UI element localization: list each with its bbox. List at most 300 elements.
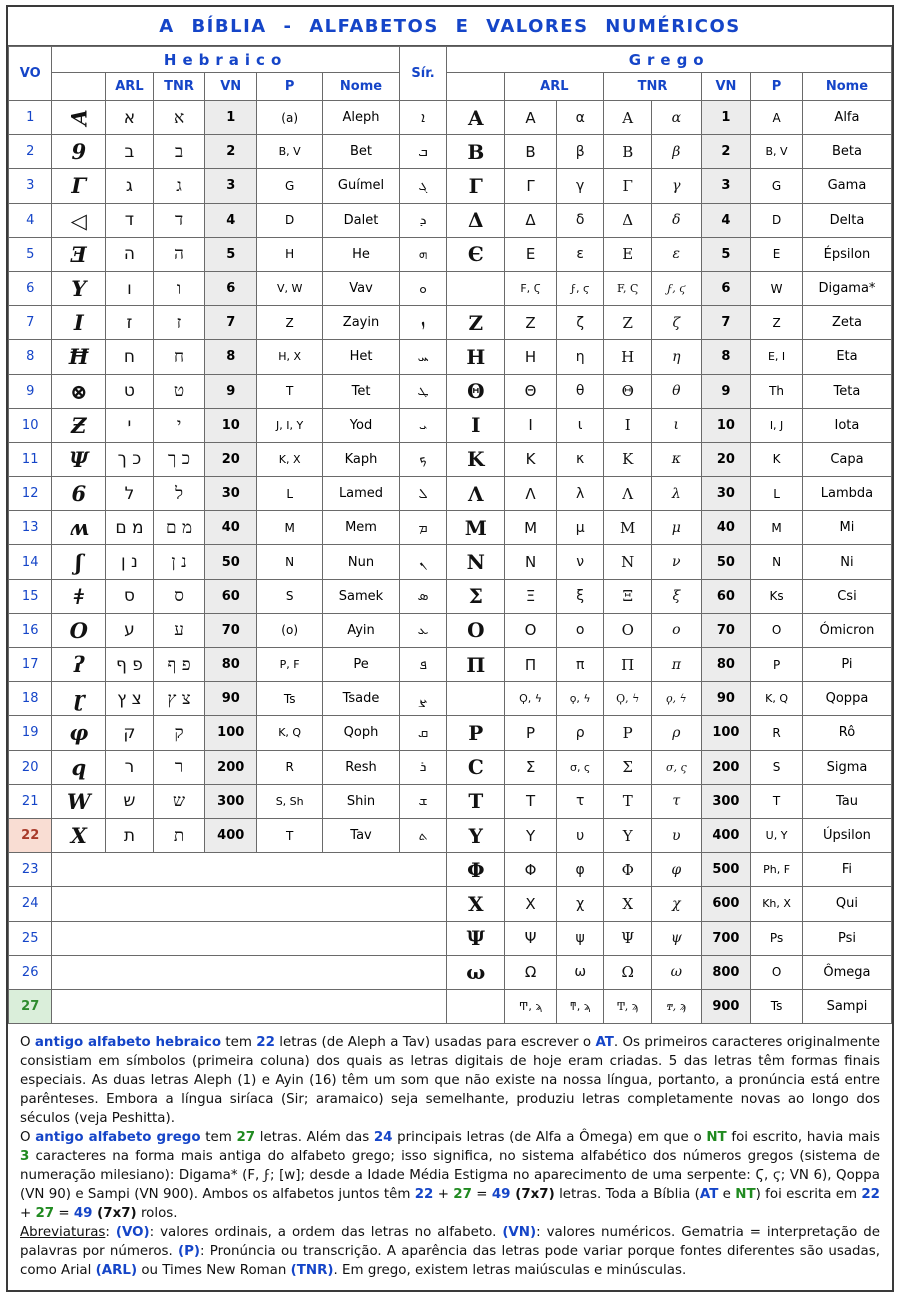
greek-tnr-lower-cell: α: [652, 101, 702, 135]
hebrew-name-cell: Bet: [323, 135, 400, 169]
table-row: [9, 442, 892, 476]
table-row: [9, 135, 892, 169]
greek-p-cell: S: [751, 750, 803, 784]
vo-cell: 27: [9, 989, 52, 1023]
syriac-cell: ܘ: [399, 271, 447, 305]
greek-name-cell: Psi: [802, 921, 891, 955]
hebrew-tnr-cell: ש: [153, 784, 205, 818]
greek-tnr-upper-cell: Ζ: [604, 306, 652, 340]
greek-tnr-upper-cell: Κ: [604, 442, 652, 476]
greek-arl-lower-cell: υ: [556, 818, 604, 852]
greek-name-cell: Delta: [802, 203, 891, 237]
vo-cell: 11: [9, 442, 52, 476]
greek-tnr-upper-cell: Η: [604, 340, 652, 374]
hebrew-p-cell: T: [257, 818, 323, 852]
greek-vn-cell: 30: [701, 477, 751, 511]
hebrew-tnr-cell: צ ץ: [153, 682, 205, 716]
greek-ancient-cell: O: [447, 613, 505, 647]
syriac-cell: ܐ: [399, 101, 447, 135]
greek-ancient-cell: Λ: [447, 477, 505, 511]
greek-vn-cell: 300: [701, 784, 751, 818]
vo-cell: 22: [9, 818, 52, 852]
hebrew-arl-cell: ב: [106, 135, 154, 169]
hebrew-vn-cell: 3: [205, 169, 257, 203]
hebrew-vn-cell: 6: [205, 271, 257, 305]
greek-ancient-cell: T: [447, 784, 505, 818]
hebrew-ancient-cell: O: [52, 613, 106, 647]
hebrew-ancient-cell: Ħ: [52, 340, 106, 374]
greek-p-cell: K, Q: [751, 682, 803, 716]
table-row: [9, 648, 892, 682]
greek-p-cell: E, I: [751, 340, 803, 374]
greek-vn-cell: 10: [701, 408, 751, 442]
hebrew-p-cell: S: [257, 579, 323, 613]
vo-header: VO: [9, 47, 52, 101]
greek-arl-upper-cell: Ρ: [505, 716, 557, 750]
greek-p-cell: Kh, X: [751, 887, 803, 921]
hebrew-vn-cell: 80: [205, 648, 257, 682]
hebrew-name-cell: Lamed: [323, 477, 400, 511]
hebrew-vn-cell: 1: [205, 101, 257, 135]
greek-vn-cell: 20: [701, 442, 751, 476]
greek-arl-lower-cell: β: [556, 135, 604, 169]
hebrew-tnr-cell: ס: [153, 579, 205, 613]
hebrew-tnr-cell: ח: [153, 340, 205, 374]
table-row: [9, 169, 892, 203]
hebrew-vn-cell: 4: [205, 203, 257, 237]
greek-arl-lower-cell: ψ: [556, 921, 604, 955]
greek-arl-lower-cell: ϝ, ϛ: [556, 271, 604, 305]
greek-name-cell: Qui: [802, 887, 891, 921]
greek-tnr-upper-cell: Ͳ, ϡ: [604, 989, 652, 1023]
greek-tnr-upper-cell: Τ: [604, 784, 652, 818]
syriac-cell: ܣ: [399, 579, 447, 613]
greek-tnr-upper-cell: Χ: [604, 887, 652, 921]
page-title: A BÍBLIA - ALFABETOS E VALORES NUMÉRICOS: [8, 7, 892, 46]
vo-cell: 20: [9, 750, 52, 784]
table-row: [9, 477, 892, 511]
vo-cell: 23: [9, 853, 52, 887]
greek-p-cell: Th: [751, 374, 803, 408]
syriac-cell: ܙ: [399, 306, 447, 340]
table-row: [9, 887, 892, 921]
greek-vn-cell: 50: [701, 545, 751, 579]
hebrew-vn-cell: 10: [205, 408, 257, 442]
greek-tnr-upper-cell: Γ: [604, 169, 652, 203]
hebrew-p-cell: K, Q: [257, 716, 323, 750]
greek-name-cell: Alfa: [802, 101, 891, 135]
greek-tnr-lower-cell: ω: [652, 955, 702, 989]
greek-p-cell: Ks: [751, 579, 803, 613]
hebrew-empty-cell: [52, 853, 447, 887]
vo-cell: 6: [9, 271, 52, 305]
greek-arl-lower-cell: ξ: [556, 579, 604, 613]
hebrew-name-cell: Zayin: [323, 306, 400, 340]
vo-cell: 9: [9, 374, 52, 408]
hebrew-name-cell: Qoph: [323, 716, 400, 750]
alphabet-table-body: [9, 101, 892, 1024]
greek-tnr-lower-cell: γ: [652, 169, 702, 203]
hebrew-tnr-cell: מ ם: [153, 511, 205, 545]
hebrew-arl-cell: ז: [106, 306, 154, 340]
hebrew-ancient-cell: Ǝ: [52, 237, 106, 271]
greek-name-cell: Ni: [802, 545, 891, 579]
hebrew-ancient-cell: ɽ: [52, 682, 106, 716]
greek-vn-cell: 40: [701, 511, 751, 545]
syriac-cell: ܥ: [399, 613, 447, 647]
hebrew-tnr-cell: ז: [153, 306, 205, 340]
greek-name-cell: Iota: [802, 408, 891, 442]
greek-ancient-cell: H: [447, 340, 505, 374]
greek-arl-lower-cell: χ: [556, 887, 604, 921]
hebrew-p-cell: G: [257, 169, 323, 203]
greek-vn-cell: 9: [701, 374, 751, 408]
hebrew-tnr-cell: ר: [153, 750, 205, 784]
greek-tnr-upper-cell: Ψ: [604, 921, 652, 955]
greek-arl-upper-cell: Ν: [505, 545, 557, 579]
hebrew-name-cell: Samek: [323, 579, 400, 613]
hebrew-group-header: Hebraico: [52, 47, 399, 73]
table-row: [9, 511, 892, 545]
hebrew-name-cell: Yod: [323, 408, 400, 442]
greek-tnr-lower-cell: ξ: [652, 579, 702, 613]
hebrew-arl-cell: ה: [106, 237, 154, 271]
hebrew-name-cell: Pe: [323, 648, 400, 682]
vo-cell: 24: [9, 887, 52, 921]
greek-tnr-lower-cell: η: [652, 340, 702, 374]
greek-tnr-upper-cell: Φ: [604, 853, 652, 887]
greek-arl-lower-cell: ω: [556, 955, 604, 989]
greek-arl-lower-cell: ο: [556, 613, 604, 647]
hebrew-vn-cell: 90: [205, 682, 257, 716]
greek-tnr-lower-cell: ͳ, ϡ: [652, 989, 702, 1023]
hebrew-ancient-cell: ʍ: [52, 511, 106, 545]
greek-arl-lower-cell: γ: [556, 169, 604, 203]
hebrew-name-cell: Vav: [323, 271, 400, 305]
table-row: [9, 750, 892, 784]
hebrew-arl-cell: ח: [106, 340, 154, 374]
syriac-cell: ܦ: [399, 648, 447, 682]
greek-ancient-cell: Σ: [447, 579, 505, 613]
greek-name-cell: Digama*: [802, 271, 891, 305]
hebrew-name-cell: Aleph: [323, 101, 400, 135]
greek-arl-upper-cell: Ζ: [505, 306, 557, 340]
vo-cell: 14: [9, 545, 52, 579]
hebrew-name-cell: Ayin: [323, 613, 400, 647]
greek-ancient-cell: P: [447, 716, 505, 750]
greek-vn-cell: 600: [701, 887, 751, 921]
greek-ancient-cell: [447, 682, 505, 716]
hebrew-arl-cell: ע: [106, 613, 154, 647]
greek-vn-cell: 800: [701, 955, 751, 989]
greek-name-cell: Capa: [802, 442, 891, 476]
greek-name-cell: Rô: [802, 716, 891, 750]
greek-name-cell: Lambda: [802, 477, 891, 511]
table-row: [9, 203, 892, 237]
greek-tnr-lower-cell: ο: [652, 613, 702, 647]
greek-p-cell: O: [751, 613, 803, 647]
greek-p-cell: I, J: [751, 408, 803, 442]
greek-p-cell: B, V: [751, 135, 803, 169]
vo-cell: 21: [9, 784, 52, 818]
syriac-cell: ܓ: [399, 169, 447, 203]
vo-cell: 2: [9, 135, 52, 169]
hebrew-ancient-cell: φ: [52, 716, 106, 750]
hebrew-ancient-cell: Ƶ: [52, 408, 106, 442]
hebrew-tnr-cell: ק: [153, 716, 205, 750]
vo-cell: 18: [9, 682, 52, 716]
hebrew-ancient-cell: 9: [52, 135, 106, 169]
hebrew-name-cell: Shin: [323, 784, 400, 818]
syriac-cell: ܒ: [399, 135, 447, 169]
syriac-cell: ܕ: [399, 203, 447, 237]
hebrew-arl-cell: מ ם: [106, 511, 154, 545]
greek-p-cell: L: [751, 477, 803, 511]
hebrew-name-cell: Kaph: [323, 442, 400, 476]
greek-vn-cell: 400: [701, 818, 751, 852]
hebrew-arl-cell: א: [106, 101, 154, 135]
greek-ancient-header-spacer: [447, 73, 505, 101]
greek-name-header: Nome: [802, 73, 891, 101]
table-row: [9, 545, 892, 579]
greek-ancient-cell: Є: [447, 237, 505, 271]
table-row: [9, 818, 892, 852]
greek-arl-upper-cell: Π: [505, 648, 557, 682]
greek-arl-lower-cell: σ, ς: [556, 750, 604, 784]
greek-vn-cell: 200: [701, 750, 751, 784]
hebrew-p-cell: (a): [257, 101, 323, 135]
footnotes-block: [8, 1024, 892, 1290]
greek-arl-upper-cell: Ο: [505, 613, 557, 647]
greek-tnr-upper-cell: Ι: [604, 408, 652, 442]
hebrew-arl-cell: ט: [106, 374, 154, 408]
hebrew-vn-cell: 9: [205, 374, 257, 408]
vo-cell: 16: [9, 613, 52, 647]
hebrew-p-cell: V, W: [257, 271, 323, 305]
greek-tnr-upper-cell: Δ: [604, 203, 652, 237]
hebrew-p-cell: J, I, Y: [257, 408, 323, 442]
greek-tnr-upper-cell: Ν: [604, 545, 652, 579]
hebrew-p-cell: N: [257, 545, 323, 579]
greek-vn-cell: 5: [701, 237, 751, 271]
hebrew-tnr-header: TNR: [153, 73, 205, 101]
hebrew-ancient-cell: [52, 101, 106, 135]
greek-ancient-cell: Π: [447, 648, 505, 682]
greek-p-cell: G: [751, 169, 803, 203]
hebrew-arl-cell: צ ץ: [106, 682, 154, 716]
greek-arl-upper-cell: Β: [505, 135, 557, 169]
hebrew-name-header: Nome: [323, 73, 400, 101]
hebrew-arl-cell: ש: [106, 784, 154, 818]
syriac-cell: ܫ: [399, 784, 447, 818]
greek-arl-upper-cell: Ι: [505, 408, 557, 442]
hebrew-p-cell: P, F: [257, 648, 323, 682]
syriac-cell: ܟ: [399, 442, 447, 476]
greek-name-cell: Épsilon: [802, 237, 891, 271]
greek-arl-upper-cell: Λ: [505, 477, 557, 511]
greek-tnr-lower-cell: ρ: [652, 716, 702, 750]
greek-tnr-lower-cell: χ: [652, 887, 702, 921]
hebrew-tnr-cell: א: [153, 101, 205, 135]
vo-cell: 3: [9, 169, 52, 203]
footnote-greek: O antigo alfabeto grego tem 27 letras. Além das 24 principais letras (de Alfa a Ômega) em que o NT foi escrito, havia mais 3 caracteres na forma mais antiga do alfabeto grego; isso significa, no sistema alfabético dos números gregos (sistema de numeração milesiano): Digama* (F, ϝ; [w]; desde a Idade Média Estigma no aparecimento de uma serpente: Ϛ, ϛ; VN 6), Qoppa (VN 90) e Sampi (VN 900). Ambos os alfabetos juntos têm 22 + 27 = 49 (7x7) letras. Toda a Bíblia (AT e NT) foi escrita em 22 + 27 = 49 (7x7) rolos.: [20, 1130, 881, 1222]
greek-tnr-upper-cell: Ε: [604, 237, 652, 271]
greek-ancient-cell: Δ: [447, 203, 505, 237]
hebrew-vn-cell: 20: [205, 442, 257, 476]
greek-ancient-cell: Z: [447, 306, 505, 340]
hebrew-arl-cell: פ ף: [106, 648, 154, 682]
greek-name-cell: Ómicron: [802, 613, 891, 647]
greek-tnr-lower-cell: θ: [652, 374, 702, 408]
greek-arl-upper-cell: F, Ϛ: [505, 271, 557, 305]
syriac-cell: ܢ: [399, 545, 447, 579]
greek-name-cell: Gama: [802, 169, 891, 203]
greek-name-cell: Ômega: [802, 955, 891, 989]
greek-name-cell: Qoppa: [802, 682, 891, 716]
greek-tnr-upper-cell: Σ: [604, 750, 652, 784]
hebrew-tnr-cell: ד: [153, 203, 205, 237]
hebrew-p-cell: K, X: [257, 442, 323, 476]
greek-p-cell: W: [751, 271, 803, 305]
hebrew-p-cell: Ts: [257, 682, 323, 716]
hebrew-ancient-cell: Γ: [52, 169, 106, 203]
hebrew-p-cell: H, X: [257, 340, 323, 374]
hebrew-ancient-cell: ◁: [52, 203, 106, 237]
greek-tnr-lower-cell: ϙ, ϟ: [652, 682, 702, 716]
greek-p-cell: R: [751, 716, 803, 750]
hebrew-name-cell: Nun: [323, 545, 400, 579]
vo-cell: 19: [9, 716, 52, 750]
hebrew-arl-cell: ו: [106, 271, 154, 305]
hebrew-tnr-cell: ע: [153, 613, 205, 647]
greek-name-cell: Sigma: [802, 750, 891, 784]
greek-vn-header: VN: [701, 73, 751, 101]
greek-name-cell: Mi: [802, 511, 891, 545]
syriac-cell: ܠ: [399, 477, 447, 511]
hebrew-ancient-cell: X: [52, 818, 106, 852]
greek-ancient-cell: Γ: [447, 169, 505, 203]
greek-vn-cell: 100: [701, 716, 751, 750]
hebrew-vn-cell: 200: [205, 750, 257, 784]
greek-arl-upper-cell: Ω: [505, 955, 557, 989]
greek-arl-lower-cell: λ: [556, 477, 604, 511]
greek-tnr-lower-cell: σ, ς: [652, 750, 702, 784]
greek-p-cell: E: [751, 237, 803, 271]
hebrew-arl-header: ARL: [106, 73, 154, 101]
greek-arl-upper-cell: Κ: [505, 442, 557, 476]
table-row: [9, 306, 892, 340]
greek-arl-lower-cell: π: [556, 648, 604, 682]
table-row: [9, 853, 892, 887]
greek-name-cell: Tau: [802, 784, 891, 818]
greek-arl-header: ARL: [505, 73, 604, 101]
vo-cell: 13: [9, 511, 52, 545]
hebrew-ancient-cell: ʃ: [52, 545, 106, 579]
greek-tnr-lower-cell: μ: [652, 511, 702, 545]
greek-tnr-upper-cell: Ο: [604, 613, 652, 647]
greek-arl-upper-cell: Ε: [505, 237, 557, 271]
hebrew-ancient-cell: Ψ: [52, 442, 106, 476]
greek-arl-upper-cell: Υ: [505, 818, 557, 852]
greek-arl-lower-cell: κ: [556, 442, 604, 476]
greek-p-cell: Z: [751, 306, 803, 340]
greek-tnr-lower-cell: κ: [652, 442, 702, 476]
greek-arl-upper-cell: Μ: [505, 511, 557, 545]
greek-p-header: P: [751, 73, 803, 101]
hebrew-arl-cell: נ ן: [106, 545, 154, 579]
hebrew-name-cell: Guímel: [323, 169, 400, 203]
greek-tnr-lower-cell: λ: [652, 477, 702, 511]
table-row: [9, 955, 892, 989]
hebrew-vn-cell: 2: [205, 135, 257, 169]
greek-arl-lower-cell: α: [556, 101, 604, 135]
hebrew-arl-cell: ג: [106, 169, 154, 203]
vo-cell: 4: [9, 203, 52, 237]
greek-arl-upper-cell: Ͳ, ϡ: [505, 989, 557, 1023]
greek-arl-lower-cell: ε: [556, 237, 604, 271]
alphabet-table: [8, 46, 892, 1024]
greek-arl-upper-cell: Γ: [505, 169, 557, 203]
greek-vn-cell: 70: [701, 613, 751, 647]
greek-name-cell: Zeta: [802, 306, 891, 340]
vo-cell: 26: [9, 955, 52, 989]
hebrew-vn-cell: 7: [205, 306, 257, 340]
hebrew-p-cell: M: [257, 511, 323, 545]
greek-tnr-upper-cell: Α: [604, 101, 652, 135]
greek-tnr-upper-cell: F, Ϛ: [604, 271, 652, 305]
greek-arl-lower-cell: θ: [556, 374, 604, 408]
hebrew-ancient-cell-glyph: A: [66, 109, 92, 126]
greek-tnr-lower-cell: ψ: [652, 921, 702, 955]
greek-arl-upper-cell: Θ: [505, 374, 557, 408]
greek-arl-upper-cell: Ψ: [505, 921, 557, 955]
hebrew-arl-cell: ת: [106, 818, 154, 852]
greek-ancient-cell: [447, 271, 505, 305]
hebrew-empty-cell: [52, 887, 447, 921]
hebrew-ancient-cell: q: [52, 750, 106, 784]
hebrew-p-cell: T: [257, 374, 323, 408]
greek-ancient-cell: ω: [447, 955, 505, 989]
greek-ancient-cell: X: [447, 887, 505, 921]
greek-group-header: Grego: [447, 47, 892, 73]
hebrew-vn-cell: 300: [205, 784, 257, 818]
greek-tnr-upper-cell: Π: [604, 648, 652, 682]
syriac-cell: ܝ: [399, 408, 447, 442]
table-row: [9, 716, 892, 750]
greek-arl-upper-cell: Χ: [505, 887, 557, 921]
syriac-cell: ܛ: [399, 374, 447, 408]
hebrew-arl-cell: ד: [106, 203, 154, 237]
hebrew-arl-cell: ל: [106, 477, 154, 511]
greek-vn-cell: 900: [701, 989, 751, 1023]
greek-ancient-cell: Ψ: [447, 921, 505, 955]
greek-vn-cell: 60: [701, 579, 751, 613]
greek-tnr-upper-cell: Ω: [604, 955, 652, 989]
hebrew-vn-cell: 100: [205, 716, 257, 750]
hebrew-ancient-cell: I: [52, 306, 106, 340]
hebrew-ancient-cell: W: [52, 784, 106, 818]
table-row: [9, 784, 892, 818]
greek-tnr-upper-cell: Υ: [604, 818, 652, 852]
greek-ancient-cell: I: [447, 408, 505, 442]
hebrew-vn-cell: 70: [205, 613, 257, 647]
greek-vn-cell: 90: [701, 682, 751, 716]
hebrew-name-cell: Mem: [323, 511, 400, 545]
greek-arl-lower-cell: η: [556, 340, 604, 374]
hebrew-p-cell: R: [257, 750, 323, 784]
greek-name-cell: Teta: [802, 374, 891, 408]
hebrew-empty-cell: [52, 989, 447, 1023]
